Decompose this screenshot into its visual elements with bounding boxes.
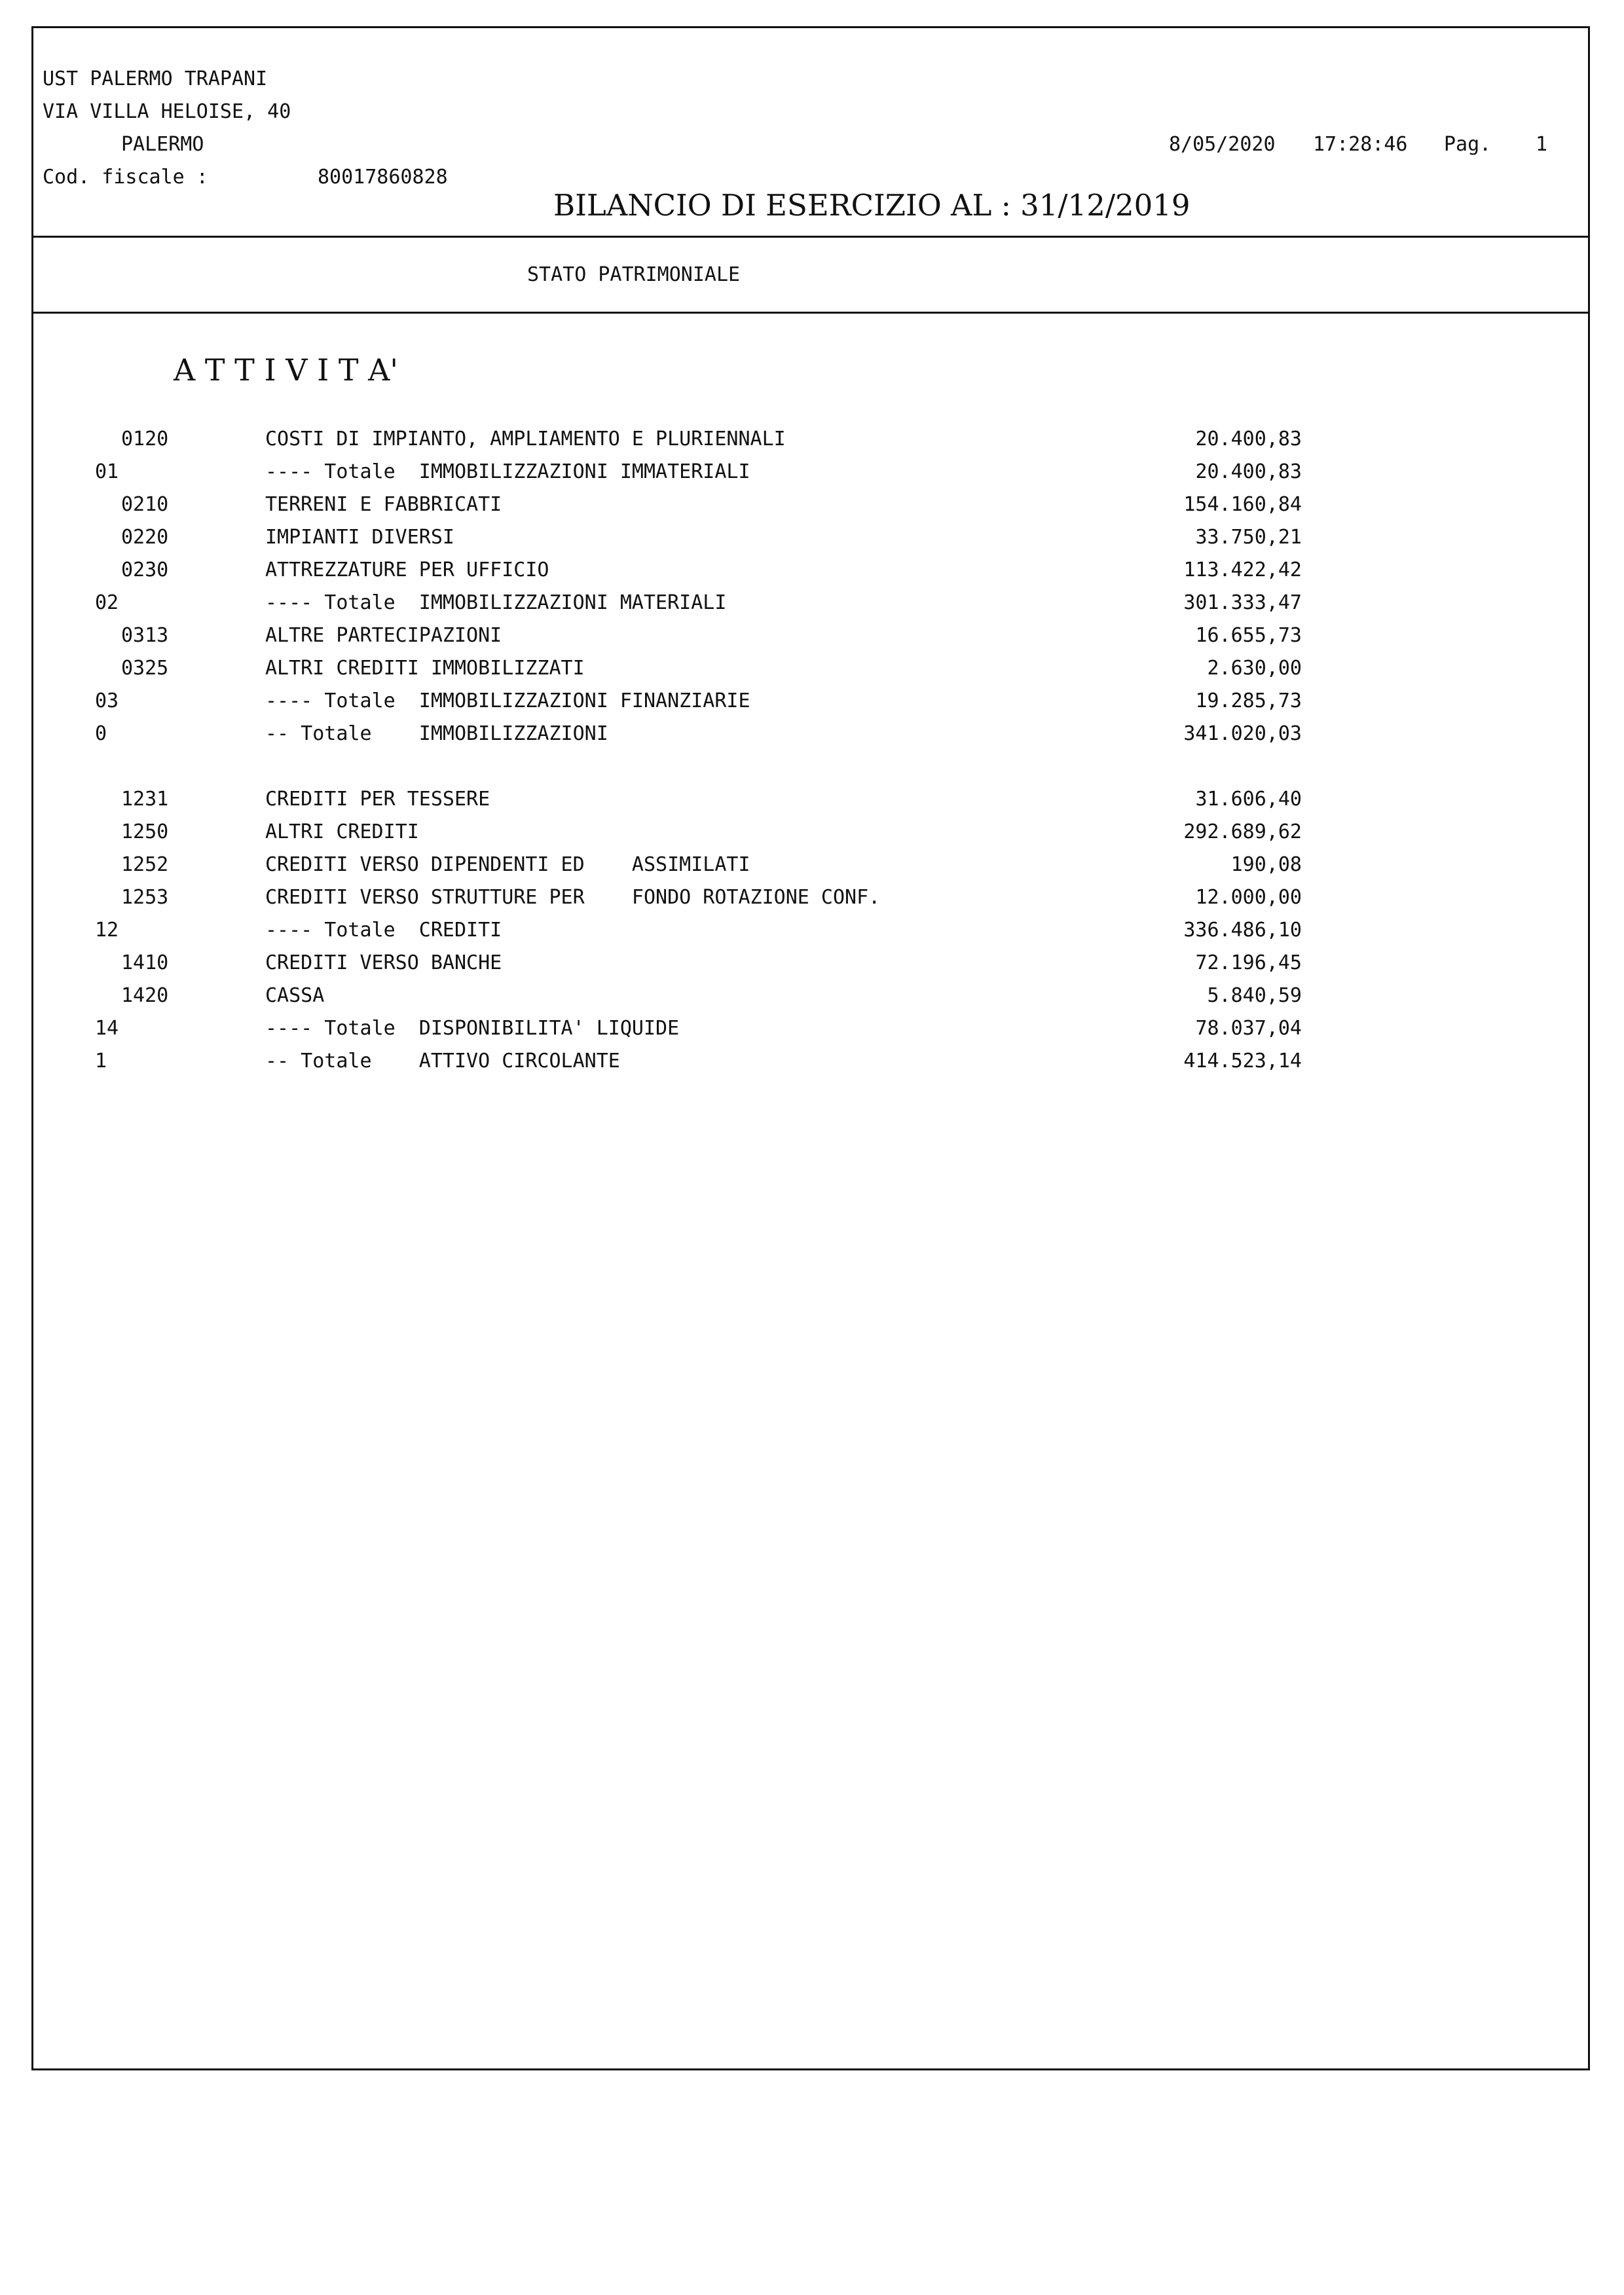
account-row: [0, 619, 1624, 652]
account-code: 1253: [121, 886, 169, 909]
account-description: ---- Totale CREDITI: [265, 919, 502, 942]
account-description: COSTI DI IMPIANTO, AMPLIAMENTO E PLURIENNALI: [265, 428, 786, 450]
assets-heading: A T T I V I T A': [174, 352, 399, 388]
account-amount: 292.689,62: [1183, 820, 1302, 843]
account-description: CREDITI VERSO STRUTTURE PER FONDO ROTAZIONE CONF.: [265, 886, 881, 909]
account-row: [0, 980, 1624, 1012]
account-amount: 301.333,47: [1183, 591, 1302, 614]
account-amount: 20.400,83: [1195, 428, 1302, 450]
account-row: [0, 881, 1624, 914]
account-amount: 20.400,83: [1195, 460, 1302, 483]
account-code: 0220: [121, 526, 169, 549]
total-row: [0, 456, 1624, 488]
account-code: 1420: [121, 984, 169, 1007]
account-description: ALTRE PARTECIPAZIONI: [265, 624, 502, 647]
account-amount: 31.606,40: [1195, 788, 1302, 811]
section-divider: [31, 312, 1590, 314]
print-date: 8/05/2020: [1169, 133, 1276, 156]
total-row: [0, 1012, 1624, 1045]
account-description: CREDITI VERSO BANCHE: [265, 951, 502, 974]
account-description: ALTRI CREDITI: [265, 820, 419, 843]
account-description: ---- Totale DISPONIBILITA' LIQUIDE: [265, 1017, 680, 1040]
header-divider: [31, 236, 1590, 238]
account-code: 1410: [121, 951, 169, 974]
page-label: Pag.: [1444, 133, 1492, 156]
fiscal-code: 80017860828: [318, 166, 448, 189]
account-amount: 72.196,45: [1195, 951, 1302, 974]
account-code: 0210: [121, 493, 169, 516]
account-amount: 16.655,73: [1195, 624, 1302, 647]
account-amount: 190,08: [1230, 853, 1302, 876]
account-amount: 414.523,14: [1183, 1050, 1302, 1073]
account-row: [0, 521, 1624, 554]
account-description: ---- Totale IMMOBILIZZAZIONI FINANZIARIE: [265, 689, 750, 712]
account-amount: 2.630,00: [1207, 657, 1302, 680]
total-row: [0, 685, 1624, 718]
report-title: BILANCIO DI ESERCIZIO AL : 31/12/2019: [553, 188, 1190, 223]
account-code: 1: [95, 1050, 107, 1073]
total-row: [0, 1045, 1624, 1078]
account-code: 0: [95, 722, 107, 745]
account-amount: 33.750,21: [1195, 526, 1302, 549]
total-row: [0, 587, 1624, 619]
org-address: VIA VILLA HELOISE, 40: [43, 100, 291, 123]
account-description: ---- Totale IMMOBILIZZAZIONI IMMATERIALI: [265, 460, 750, 483]
account-description: CREDITI PER TESSERE: [265, 788, 490, 811]
account-amount: 78.037,04: [1195, 1017, 1302, 1040]
account-description: IMPIANTI DIVERSI: [265, 526, 454, 549]
account-row: [0, 488, 1624, 521]
account-amount: 12.000,00: [1195, 886, 1302, 909]
account-code: 0313: [121, 624, 169, 647]
account-row: [0, 816, 1624, 849]
account-row: [0, 947, 1624, 980]
account-code: 1231: [121, 788, 169, 811]
account-code: 0325: [121, 657, 169, 680]
account-row: [0, 783, 1624, 816]
org-city: PALERMO: [121, 133, 204, 156]
account-code: 03: [95, 689, 119, 712]
account-amount: 5.840,59: [1207, 984, 1302, 1007]
account-amount: 341.020,03: [1183, 722, 1302, 745]
account-code: 14: [95, 1017, 119, 1040]
account-description: -- Totale IMMOBILIZZAZIONI: [265, 722, 608, 745]
account-row: [0, 423, 1624, 456]
account-code: 01: [95, 460, 119, 483]
account-amount: 336.486,10: [1183, 919, 1302, 942]
total-row: [0, 914, 1624, 947]
account-code: 1252: [121, 853, 169, 876]
total-row: [0, 718, 1624, 750]
org-name: UST PALERMO TRAPANI: [43, 67, 268, 90]
account-amount: 19.285,73: [1195, 689, 1302, 712]
account-description: -- Totale ATTIVO CIRCOLANTE: [265, 1050, 620, 1073]
account-description: ALTRI CREDITI IMMOBILIZZATI: [265, 657, 585, 680]
account-description: TERRENI E FABBRICATI: [265, 493, 502, 516]
account-code: 0120: [121, 428, 169, 450]
account-description: CASSA: [265, 984, 325, 1007]
page-number: 1: [1536, 133, 1548, 156]
account-code: 1250: [121, 820, 169, 843]
account-row: [0, 652, 1624, 685]
account-amount: 154.160,84: [1183, 493, 1302, 516]
account-description: ---- Totale IMMOBILIZZAZIONI MATERIALI: [265, 591, 727, 614]
section-title: STATO PATRIMONIALE: [527, 263, 741, 286]
account-row: [0, 554, 1624, 587]
account-code: 12: [95, 919, 119, 942]
account-row: [0, 849, 1624, 881]
account-code: 02: [95, 591, 119, 614]
account-description: CREDITI VERSO DIPENDENTI ED ASSIMILATI: [265, 853, 750, 876]
print-time: 17:28:46: [1313, 133, 1408, 156]
fiscal-code-label: Cod. fiscale :: [43, 166, 208, 189]
account-description: ATTREZZATURE PER UFFICIO: [265, 559, 549, 581]
account-amount: 113.422,42: [1183, 559, 1302, 581]
account-code: 0230: [121, 559, 169, 581]
